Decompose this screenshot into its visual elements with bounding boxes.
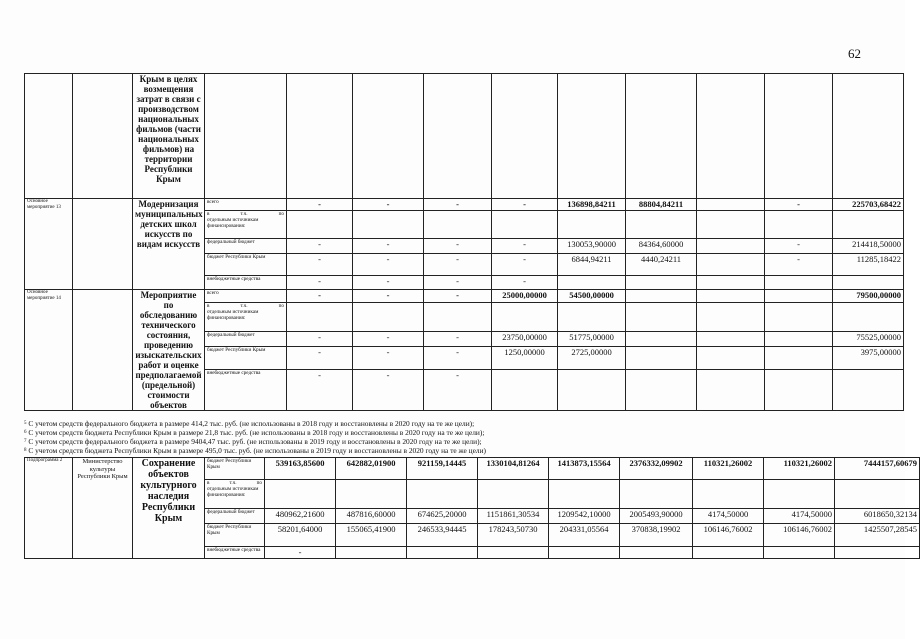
value-cell xyxy=(765,347,833,370)
value-cell: 25000,00000 xyxy=(492,290,558,303)
value-cell: 4440,24211 xyxy=(626,254,697,276)
footnote-text: С учетом средств бюджета Республики Крым в размере 21,8 тыс. руб. (не использованы в 2018 году и восстановлены в 2020 году на те же цели); xyxy=(26,428,485,437)
funding-source-cell: бюджет Республики Крым xyxy=(205,458,265,480)
value-cell xyxy=(697,302,765,331)
value-cell xyxy=(697,211,765,239)
value-cell: - xyxy=(492,276,558,290)
value-cell: - xyxy=(353,347,424,370)
subprogram-name: Сохранение объектов культурного наследия Республики Крым xyxy=(133,458,205,559)
value-cell: 3975,00000 xyxy=(833,347,904,370)
value-cell: 539163,85600 xyxy=(265,458,336,480)
value-cell xyxy=(693,480,764,509)
funding-source-word: по xyxy=(278,211,284,217)
value-cell: 674625,20000 xyxy=(407,509,478,524)
value-cell: 79500,00000 xyxy=(833,290,904,303)
budget-table-main xyxy=(24,73,904,411)
value-cell xyxy=(626,211,697,239)
value-cell xyxy=(765,211,833,239)
value-cell: - xyxy=(287,254,353,276)
value-cell: - xyxy=(424,239,492,254)
value-cell xyxy=(626,276,697,290)
funding-source-cell: федеральный бюджет xyxy=(205,509,265,524)
value-cell: 178243,50730 xyxy=(478,524,549,547)
value-cell: - xyxy=(424,276,492,290)
executor-cell: Министерство культуры Республики Крым xyxy=(73,458,133,559)
value-cell: 58201,64000 xyxy=(265,524,336,547)
footnote-text: С учетом средств федерального бюджета в размере 414,2 тыс. руб. (не использованы в 2018 году и восстановлены в 2020 году на те же цели); xyxy=(26,419,475,428)
value-cell xyxy=(833,370,904,411)
table-row xyxy=(25,458,920,480)
value-cell: - xyxy=(424,347,492,370)
funding-source-word: т.ч. xyxy=(240,211,248,217)
value-cell: 23750,00000 xyxy=(492,331,558,347)
measure-13-name: Модернизация муниципальных детских школ искусств по видам искусств xyxy=(133,199,205,290)
value-cell: 130053,90000 xyxy=(558,239,626,254)
page-number: 62 xyxy=(848,46,861,61)
value-cell xyxy=(626,290,697,303)
footnote-line xyxy=(24,428,889,437)
footnote-number: 5 xyxy=(24,421,27,426)
value-cell xyxy=(620,480,693,509)
value-cell xyxy=(693,547,764,559)
value-cell xyxy=(478,547,549,559)
value-cell: - xyxy=(287,331,353,347)
value-cell xyxy=(626,347,697,370)
value-cell xyxy=(626,370,697,411)
value-cell: 1250,00000 xyxy=(492,347,558,370)
value-cell xyxy=(833,302,904,331)
value-cell: 370838,19902 xyxy=(620,524,693,547)
value-cell xyxy=(765,276,833,290)
value-cell xyxy=(833,211,904,239)
measure-13-label: Основное мероприятие 13 xyxy=(25,199,73,290)
value-cell xyxy=(492,211,558,239)
footnote-text: С учетом средств бюджета Республики Крым в размере 495,0 тыс. руб. (не использованы в 2019 году и восстановлены в 2020 году на те же цели) xyxy=(26,446,487,455)
value-cell: - xyxy=(287,239,353,254)
value-cell: - xyxy=(492,199,558,211)
value-cell: 110321,26002 xyxy=(693,458,764,480)
value-cell xyxy=(407,480,478,509)
value-cell: - xyxy=(287,276,353,290)
table-row xyxy=(25,290,904,303)
funding-source-cell: внебюджетные средства xyxy=(205,370,287,411)
value-cell xyxy=(835,480,920,509)
funding-source-word: по xyxy=(256,480,262,486)
value-cell xyxy=(697,239,765,254)
value-cell: 155065,41900 xyxy=(336,524,407,547)
value-cell: - xyxy=(492,239,558,254)
value-cell: - xyxy=(287,347,353,370)
value-cell: - xyxy=(353,331,424,347)
value-cell xyxy=(558,370,626,411)
table-row xyxy=(25,199,904,211)
value-cell xyxy=(697,370,765,411)
funding-source-line: отдельным источникам финансирования: xyxy=(207,308,259,321)
value-cell: - xyxy=(353,370,424,411)
value-cell xyxy=(626,331,697,347)
footnote-number: 6 xyxy=(24,430,27,435)
value-cell xyxy=(697,199,765,211)
value-cell: 106146,76002 xyxy=(764,524,835,547)
footnotes xyxy=(24,419,889,455)
value-cell: 136898,84211 xyxy=(558,199,626,211)
value-cell: - xyxy=(424,254,492,276)
value-cell xyxy=(697,347,765,370)
value-cell xyxy=(549,480,620,509)
value-cell: 75525,00000 xyxy=(833,331,904,347)
value-cell: 480962,21600 xyxy=(265,509,336,524)
value-cell xyxy=(765,370,833,411)
value-cell xyxy=(287,302,353,331)
value-cell: - xyxy=(492,254,558,276)
value-cell: 11285,18422 xyxy=(833,254,904,276)
value-cell xyxy=(558,276,626,290)
funding-source-word: в xyxy=(207,302,210,309)
value-cell xyxy=(764,547,835,559)
footnote-number: 8 xyxy=(24,448,27,453)
value-cell: - xyxy=(353,276,424,290)
footnote-number: 7 xyxy=(24,439,27,444)
funding-source-cell xyxy=(205,211,287,239)
value-cell: 1330104,81264 xyxy=(478,458,549,480)
funding-source-line: отдельным источникам финансирования: xyxy=(207,217,259,229)
value-cell xyxy=(287,211,353,239)
value-cell xyxy=(558,211,626,239)
value-cell: 84364,60000 xyxy=(626,239,697,254)
value-cell: - xyxy=(424,290,492,303)
value-cell xyxy=(353,211,424,239)
value-cell: 1425507,28545 xyxy=(835,524,920,547)
value-cell: 6018650,32134 xyxy=(835,509,920,524)
funding-source-word: т.ч. xyxy=(240,302,248,309)
value-cell xyxy=(620,547,693,559)
value-cell xyxy=(549,547,620,559)
value-cell: 642882,01900 xyxy=(336,458,407,480)
value-cell: - xyxy=(353,239,424,254)
value-cell: 921159,14445 xyxy=(407,458,478,480)
continuation-measure-name: Крым в целях возмещения затрат в связи с производством национальных фильмов (части национальных фильмов) на территории Республики Крым xyxy=(133,74,205,199)
value-cell: 214418,50000 xyxy=(833,239,904,254)
funding-source-line: отдельным источникам финансирования: xyxy=(207,486,259,498)
value-cell xyxy=(697,276,765,290)
value-cell xyxy=(626,302,697,331)
value-cell: 487816,60000 xyxy=(336,509,407,524)
value-cell: 225703,68422 xyxy=(833,199,904,211)
value-cell xyxy=(697,254,765,276)
value-cell: 54500,00000 xyxy=(558,290,626,303)
subprogram-2-block xyxy=(25,458,920,559)
funding-source-cell: бюджет Республики Крым xyxy=(205,347,287,370)
value-cell: - xyxy=(287,199,353,211)
value-cell: - xyxy=(353,199,424,211)
funding-source-cell: бюджет Республики Крым xyxy=(205,254,287,276)
value-cell: 2725,00000 xyxy=(558,347,626,370)
value-cell xyxy=(697,290,765,303)
value-cell: - xyxy=(287,370,353,411)
measure-14-label: Основное мероприятие 14 xyxy=(25,290,73,411)
empty-cell xyxy=(73,290,133,411)
funding-source-cell: внебюджетные средства xyxy=(205,276,287,290)
value-cell xyxy=(424,302,492,331)
value-cell xyxy=(336,547,407,559)
value-cell: 2376332,09902 xyxy=(620,458,693,480)
value-cell xyxy=(833,276,904,290)
value-cell: 110321,26002 xyxy=(764,458,835,480)
value-cell: 1151861,30534 xyxy=(478,509,549,524)
empty-cell xyxy=(73,199,133,290)
value-cell: 51775,00000 xyxy=(558,331,626,347)
funding-source-word: в xyxy=(207,480,210,486)
measure-14-block xyxy=(25,290,904,411)
table-row-continuation xyxy=(25,74,904,199)
funding-source-cell: всего xyxy=(205,199,287,211)
value-cell xyxy=(765,290,833,303)
funding-source-cell: бюджет Республики Крым xyxy=(205,524,265,547)
value-cell: - xyxy=(287,290,353,303)
value-cell: - xyxy=(765,254,833,276)
funding-source-word: т.ч. xyxy=(229,480,237,486)
value-cell: 4174,50000 xyxy=(693,509,764,524)
value-cell: - xyxy=(353,254,424,276)
funding-source-cell: федеральный бюджет xyxy=(205,331,287,347)
value-cell: - xyxy=(765,239,833,254)
value-cell: - xyxy=(765,199,833,211)
value-cell xyxy=(558,302,626,331)
funding-source-cell: внебюджетные средства xyxy=(205,547,265,559)
value-cell: - xyxy=(353,290,424,303)
footnote-line xyxy=(24,419,889,428)
measure-14-name: Мероприятие по обследованию технического состояния, проведению изыскательских работ и оценке предполагаемой (предельной) стоимости объектов xyxy=(133,290,205,411)
funding-source-word: в xyxy=(207,211,210,217)
footnote-text: С учетом средств федерального бюджета в размере 9404,47 тыс. руб. (не использованы в 2019 году и восстановлены в 2020 году на те же цели); xyxy=(26,437,482,446)
value-cell xyxy=(353,302,424,331)
value-cell: - xyxy=(424,331,492,347)
value-cell xyxy=(765,331,833,347)
footnote-line xyxy=(24,446,889,455)
value-cell xyxy=(697,331,765,347)
value-cell: 6844,94211 xyxy=(558,254,626,276)
value-cell: 7444157,60679 xyxy=(835,458,920,480)
funding-source-cell: федеральный бюджет xyxy=(205,239,287,254)
value-cell xyxy=(835,547,920,559)
value-cell xyxy=(764,480,835,509)
value-cell: 4174,50000 xyxy=(764,509,835,524)
value-cell: 246533,94445 xyxy=(407,524,478,547)
value-cell: - xyxy=(424,199,492,211)
value-cell xyxy=(492,302,558,331)
value-cell xyxy=(492,370,558,411)
value-cell: - xyxy=(265,547,336,559)
funding-source-word: по xyxy=(278,302,284,309)
value-cell: 1413873,15564 xyxy=(549,458,620,480)
funding-source-cell xyxy=(205,480,265,509)
value-cell xyxy=(265,480,336,509)
footnote-line xyxy=(24,437,889,446)
value-cell: 2005493,90000 xyxy=(620,509,693,524)
value-cell xyxy=(478,480,549,509)
measure-13-block xyxy=(25,199,904,290)
value-cell: 1209542,10000 xyxy=(549,509,620,524)
funding-source-cell: всего xyxy=(205,290,287,303)
value-cell xyxy=(424,211,492,239)
value-cell xyxy=(765,302,833,331)
budget-table-subprogram-2 xyxy=(24,457,920,559)
value-cell: 88804,84211 xyxy=(626,199,697,211)
value-cell xyxy=(336,480,407,509)
funding-source-cell xyxy=(205,302,287,331)
value-cell xyxy=(407,547,478,559)
subprogram-label: Подпрограмма 2 xyxy=(25,458,73,559)
value-cell: 204331,05564 xyxy=(549,524,620,547)
value-cell: - xyxy=(424,370,492,411)
value-cell: 106146,76002 xyxy=(693,524,764,547)
